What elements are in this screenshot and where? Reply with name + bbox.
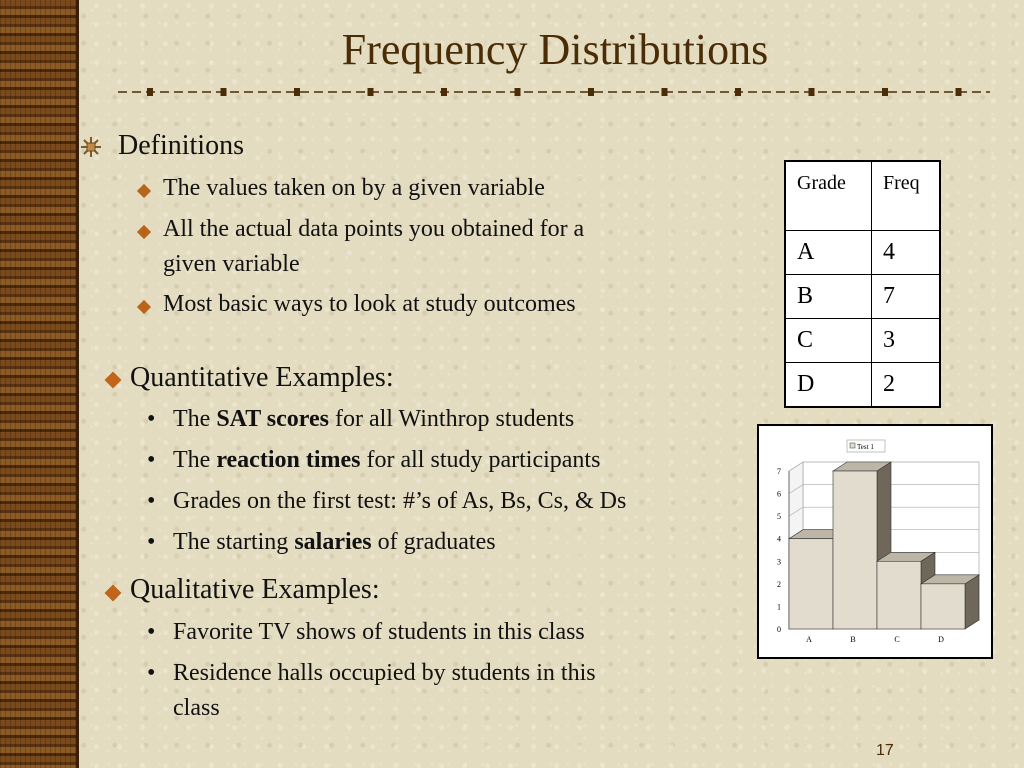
divider-marker <box>441 88 447 96</box>
diamond-bullet-icon <box>137 300 151 314</box>
x-tick-label: B <box>850 635 856 644</box>
diamond-bullet-icon <box>105 585 122 602</box>
divider-marker <box>809 88 815 96</box>
bar-chart-svg <box>759 426 991 657</box>
definitions-heading: Definitions <box>118 130 244 161</box>
bar <box>877 561 921 629</box>
x-tick-label: A <box>806 635 812 644</box>
table-cell: B <box>785 275 872 319</box>
quantitative-item: The starting salaries of graduates <box>173 529 496 555</box>
table-cell: D <box>785 363 872 408</box>
x-tick-label: C <box>894 635 900 644</box>
divider-marker <box>882 88 888 96</box>
y-tick-label: 0 <box>777 625 781 634</box>
diamond-bullet-icon <box>137 184 151 198</box>
table-row <box>785 275 940 319</box>
definition-item: The values taken on by a given variable <box>163 175 545 201</box>
x-tick-label: D <box>938 635 944 644</box>
dot-bullet-icon: • <box>147 660 156 686</box>
slide-title: Frequency Distributions <box>341 25 769 74</box>
divider-marker <box>956 88 962 96</box>
divider-marker <box>662 88 668 96</box>
qualitative-heading: Qualitative Examples: <box>130 574 380 605</box>
qualitative-item-continuation: class <box>173 695 220 721</box>
qualitative-item: Residence halls occupied by students in this <box>173 660 596 686</box>
table-cell: 4 <box>872 231 941 275</box>
wood-border-decoration <box>0 0 76 768</box>
bar <box>921 584 965 629</box>
definition-item: All the actual data points you obtained for a <box>163 216 585 242</box>
bar-chart <box>757 424 993 659</box>
definition-item: Most basic ways to look at study outcomes <box>163 291 576 317</box>
divider-marker <box>147 88 153 96</box>
star-bullet-icon <box>80 136 102 158</box>
y-tick-label: 7 <box>777 467 781 476</box>
y-tick-label: 6 <box>777 489 781 499</box>
y-tick-label: 2 <box>777 579 781 589</box>
bar <box>833 471 877 629</box>
divider-marker <box>515 88 521 96</box>
table-cell: A <box>785 231 872 275</box>
divider-marker <box>588 88 594 96</box>
table-cell: 3 <box>872 319 941 363</box>
divider-marker <box>221 88 227 96</box>
y-tick-label: 5 <box>777 512 781 522</box>
divider-marker <box>294 88 300 96</box>
table-row <box>785 363 940 408</box>
definition-item-continuation: given variable <box>163 251 300 277</box>
bar <box>789 539 833 629</box>
table-header-row <box>785 161 940 231</box>
qualitative-item: Favorite TV shows of students in this class <box>173 619 585 645</box>
dot-bullet-icon: • <box>147 406 156 432</box>
legend-label: Test 1 <box>857 443 874 451</box>
quantitative-item: The SAT scores for all Winthrop students <box>173 406 575 432</box>
table-row <box>785 231 940 275</box>
divider-marker <box>368 88 374 96</box>
divider-marker <box>735 88 741 96</box>
legend-swatch <box>850 443 855 448</box>
wood-border-edge <box>76 0 79 768</box>
table-cell: C <box>785 319 872 363</box>
table-header-cell: Freq <box>872 161 941 231</box>
y-tick-label: 3 <box>777 557 781 567</box>
bar-side <box>965 575 979 629</box>
title-divider <box>118 86 990 98</box>
quantitative-item: The reaction times for all study participants <box>173 447 601 473</box>
y-tick-label: 4 <box>777 534 781 544</box>
diamond-bullet-icon <box>105 372 122 389</box>
dot-bullet-icon: • <box>147 529 156 555</box>
diamond-bullet-icon <box>137 225 151 239</box>
table-cell: 7 <box>872 275 941 319</box>
y-tick-label: 1 <box>777 602 781 612</box>
table-header-cell: Grade <box>785 161 872 231</box>
frequency-table <box>784 160 941 408</box>
table-row <box>785 319 940 363</box>
quantitative-item: Grades on the first test: #’s of As, Bs, Cs, & Ds <box>173 488 627 514</box>
page-number: 17 <box>876 742 894 759</box>
dot-bullet-icon: • <box>147 447 156 473</box>
dot-bullet-icon: • <box>147 619 156 645</box>
dot-bullet-icon: • <box>147 488 156 514</box>
table-cell: 2 <box>872 363 941 408</box>
quantitative-heading: Quantitative Examples: <box>130 362 394 393</box>
